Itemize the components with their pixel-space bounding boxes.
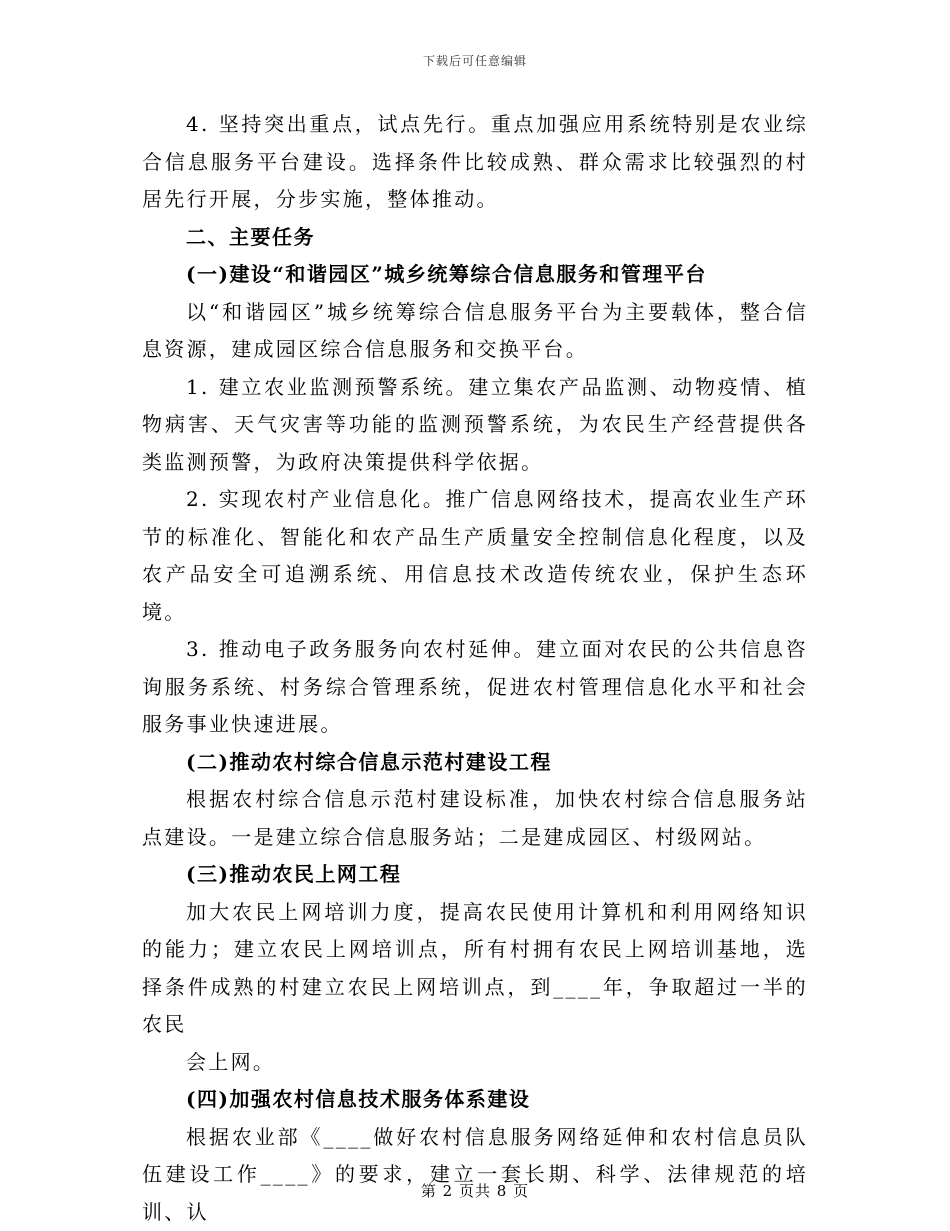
page-header-note: 下载后可任意编辑	[0, 52, 950, 69]
paragraph-platform-intro: 以“和谐园区”城乡统筹综合信息服务平台为主要载体，整合信息资源，建成园区综合信息服务和交换平台。	[142, 294, 808, 369]
subsection-heading-4: (四)加强农村信息技术服务体系建设	[142, 1081, 808, 1119]
subsection-heading-2: (二)推动农村综合信息示范村建设工程	[142, 744, 808, 782]
paragraph-task-1: 1. 建立农业监测预警系统。建立集农产品监测、动物疫情、植物病害、天气灾害等功能的监测预警系统，为农民生产经营提供各类监测预警，为政府决策提供科学依据。	[142, 369, 808, 482]
page-number-footer: 第 2 页共 8 页	[0, 1180, 950, 1201]
paragraph-task-2: 2. 实现农村产业信息化。推广信息网络技术，提高农业生产环节的标准化、智能化和农产品生产质量安全控制信息化程度，以及农产品安全可追溯系统、用信息技术改造传统农业，保护生态环境。	[142, 481, 808, 631]
paragraph-farmers-online: 加大农民上网培训力度，提高农民使用计算机和利用网络知识的能力；建立农民上网培训点，所有村拥有农民上网培训基地，选择条件成熟的村建立农民上网培训点，到____年，争取超过一半的农民	[142, 894, 808, 1044]
document-body	[142, 106, 808, 1231]
paragraph-demo-village: 根据农村综合信息示范村建设标准，加快农村综合信息服务站点建设。一是建立综合信息服务站；二是建成园区、村级网站。	[142, 781, 808, 856]
paragraph-service-system: 根据农业部《____做好农村信息服务网络延伸和农村信息员队伍建设工作____》的要求，建立一套长期、科学、法律规范的培训、认	[142, 1119, 808, 1231]
paragraph-principle-4: 4. 坚持突出重点，试点先行。重点加强应用系统特别是农业综合信息服务平台建设。选择条件比较成熟、群众需求比较强烈的村居先行开展，分步实施，整体推动。	[142, 106, 808, 219]
subsection-heading-1: (一)建设“和谐园区”城乡统筹综合信息服务和管理平台	[142, 256, 808, 294]
paragraph-task-3: 3. 推动电子政务服务向农村延伸。建立面对农民的公共信息咨询服务系统、村务综合管理系统，促进农村管理信息化水平和社会服务事业快速进展。	[142, 631, 808, 744]
paragraph-farmers-online-end: 会上网。	[142, 1044, 808, 1082]
section-heading-main-tasks: 二、主要任务	[142, 219, 808, 257]
subsection-heading-3: (三)推动农民上网工程	[142, 856, 808, 894]
